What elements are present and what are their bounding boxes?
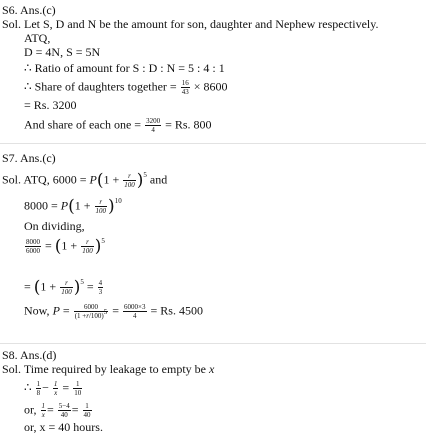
s7-one-plus: 1 +: [40, 279, 57, 294]
s8-line-1: [2, 362, 214, 376]
s8-fraction-1-x: $\frac{1}{x}$: [41, 402, 46, 419]
denominator: 43: [181, 88, 189, 96]
s7-rate-fraction: [123, 172, 136, 189]
numerator: r: [60, 279, 73, 288]
section-divider: [0, 143, 426, 144]
denominator: 6000: [26, 247, 40, 255]
equals: =: [24, 279, 31, 294]
exponent: 5: [80, 278, 84, 286]
s8-fraction-1-40: $\frac{1}{40}$: [83, 402, 91, 419]
s7-line-2: 8000 = P(1 + $\frac{r}{100}$ )$^{10}$: [24, 196, 122, 217]
s6-share-total: × 8600: [193, 79, 228, 94]
exponent: 10: [114, 197, 122, 205]
equals: =: [62, 303, 70, 318]
principal-symbol: P: [52, 303, 60, 318]
principal-symbol: P: [60, 198, 69, 213]
variable-x: x: [209, 362, 215, 376]
s7-heading: S7. Ans.(c): [2, 151, 56, 165]
s8-fraction-5-4-40: $\frac{5-4}{40}$: [58, 402, 70, 419]
denominator: 100: [95, 207, 107, 215]
s6-share-text: ∴ Share of daughters together =: [24, 79, 177, 94]
s6-line-3: D = 4N, S = 5N: [24, 45, 101, 59]
s7-and: and: [149, 172, 168, 187]
exponent: 5: [143, 171, 147, 179]
sol-label: Sol.: [2, 17, 22, 31]
denominator: 3: [98, 288, 103, 296]
s7-rate-fraction: [95, 198, 108, 215]
exponent: 5: [101, 237, 105, 245]
numerator: 6000×3: [124, 303, 146, 311]
s8-fraction-1-10: $\frac{1}{10}$: [74, 380, 82, 397]
s6-line-5: [24, 79, 227, 96]
s7-8000: 8000 =: [24, 198, 58, 213]
s7-line-6: [24, 303, 203, 320]
s8-line-3: or, $\frac{1}{x}$ = $\frac{5-4}{40}$ = $\frac{1}{40}$: [24, 402, 91, 419]
denominator: $(1 +r/100)^5$: [74, 308, 108, 320]
equals: =: [112, 303, 120, 318]
denominator: 100: [82, 247, 93, 255]
s7-line-1: Sol. ATQ, 6000 = P(1 + $\frac{r}{100}$ )$^5$ and: [2, 170, 168, 191]
numerator: r: [123, 172, 136, 181]
s7-one-plus: 1 +: [61, 238, 78, 253]
s7-rate-fraction: [81, 238, 94, 255]
section-divider: [0, 343, 426, 344]
denominator: 4: [151, 126, 155, 134]
s6-line-2: ATQ,: [24, 31, 51, 45]
s6-fraction-3200-4: [145, 117, 161, 134]
numerator: 16: [181, 79, 189, 87]
principal-symbol: P: [89, 172, 97, 187]
numerator: 6000: [74, 303, 109, 312]
equals: =: [86, 279, 94, 294]
s8-line-4: or, x = 40 hours.: [24, 420, 103, 434]
s8-fraction-1-8: $\frac{1}{8}$: [36, 380, 41, 397]
s7-rate-fraction: [60, 279, 73, 296]
s6-statement: Let S, D and N be the amount for son, daughter and Nephew respectively.: [24, 17, 379, 31]
s7-atq: ATQ, 6000 =: [23, 172, 87, 187]
numerator: r: [81, 238, 94, 247]
numerator: 8000: [26, 238, 40, 246]
or-label: or,: [24, 402, 37, 417]
numerator: 3200: [146, 117, 161, 125]
equals: =: [45, 238, 52, 253]
s6-line-7: [24, 117, 212, 134]
s7-one-plus: 1 +: [74, 198, 91, 213]
s7-fraction-4-3: [98, 279, 104, 296]
s6-line-6: = Rs. 3200: [24, 98, 77, 112]
s6-line-1: [2, 17, 378, 31]
s8-line-2: ∴ $\frac{1}{8}$ − $\frac{1}{x}$ = $\frac{1}{10}$: [24, 380, 82, 397]
denominator: 100: [124, 181, 135, 189]
s6-line-4: ∴ Ratio of amount for S : D : N = 5 : 4 : 1: [24, 61, 225, 75]
s8-statement: Time required by leakage to empty be: [23, 362, 206, 376]
s7-fraction-8000-6000: [25, 238, 41, 255]
numerator: r: [95, 198, 108, 207]
sol-label: Sol.: [2, 172, 22, 187]
s7-result: = Rs. 4500: [150, 303, 203, 318]
s7-now: Now,: [24, 303, 50, 318]
s7-fraction-6000x3-4: [123, 303, 146, 320]
therefore-symbol: ∴: [24, 380, 32, 395]
sol-label: Sol.: [2, 362, 22, 376]
s7-line-5: = (1 + $\frac{r}{100}$ )$^5$ = $\frac{4}{3}$: [24, 277, 103, 298]
denominator: 100: [61, 288, 72, 296]
s8-heading: S8. Ans.(d): [2, 348, 57, 362]
s6-fraction-16-43: [181, 79, 190, 96]
s8-fraction-1-x: $\frac{1}{x}$: [53, 380, 58, 397]
s6-heading: S6. Ans.(c): [2, 3, 56, 17]
s7-line-3: On dividing,: [24, 219, 85, 233]
s7-line-4: $\frac{8000}{6000}$ = (1 + $\frac{r}{100}$ )$^5$: [26, 236, 105, 257]
numerator: 4: [98, 279, 103, 287]
s7-fraction-6000-over-growth: [74, 303, 109, 320]
s6-each-result: = Rs. 800: [165, 117, 212, 132]
s6-each-text: And share of each one =: [24, 117, 142, 132]
denominator: 4: [133, 312, 137, 320]
s7-one-plus: 1 +: [103, 172, 120, 187]
